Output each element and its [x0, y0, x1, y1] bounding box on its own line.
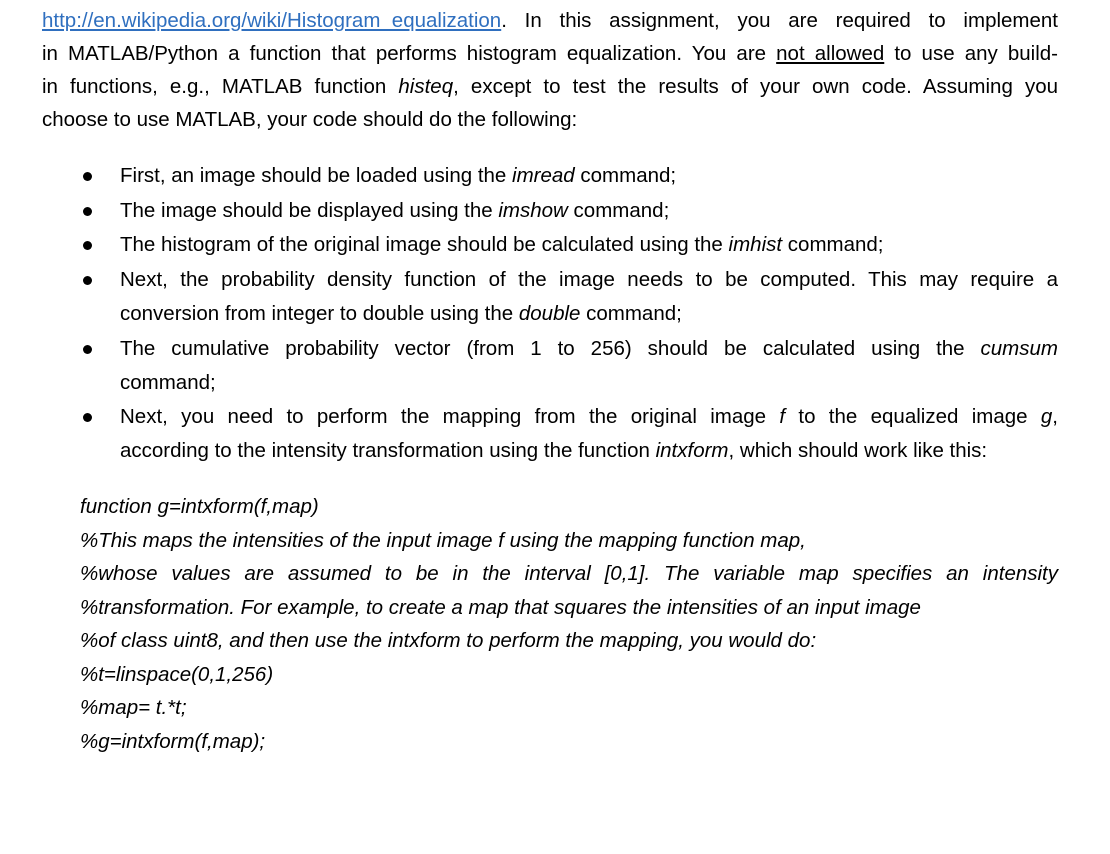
code-line: %t=linspace(0,1,256): [80, 662, 274, 686]
code-line: %This maps the intensities of the input image f using the mapping function map,: [80, 528, 806, 552]
intro-line-1: http://en.wikipedia.org/wiki/Histogram_equalization. In this assignment, you are required to implement: [42, 9, 1058, 32]
code-line: %transformation. For example, to create a map that squares the intensities of an input image: [80, 595, 921, 619]
bullet-icon: [83, 207, 92, 216]
code-line: %g=intxform(f,map);: [80, 729, 266, 753]
bullet-icon: [83, 413, 92, 422]
code-line: %whose values are assumed to be in the interval [0,1]. The variable map specifies an intensity: [80, 562, 1058, 585]
intro-line-4: choose to use MATLAB, your code should do the following:: [42, 108, 578, 131]
intro-line-3: in functions, e.g., MATLAB function histeq, except to test the results of your own code. Assuming you: [42, 75, 1059, 98]
intro-line-2: in MATLAB/Python a function that performs histogram equalization. You are not allowed to use any build-: [42, 42, 1058, 65]
intro-paragraph: [42, 4, 1058, 136]
not-allowed-text: not allowed: [776, 42, 885, 65]
bullet-icon: [83, 172, 92, 181]
histeq-term: histeq: [398, 75, 454, 98]
code-line: function g=intxform(f,map): [80, 495, 319, 518]
bullet-icon: [83, 345, 92, 354]
code-line: %map= t.*t;: [80, 696, 187, 719]
document-page: http://en.wikipedia.org/wiki/Histogram_equalization. In this assignment, you are required to implement in MATLAB/Python a function that performs histogram equalization. You are not allowed to use any build- in functions, e.g., MATLAB function histeq, except to test the results of your own code. Assuming you choose to use MATLAB, your code should do the following: First, an image should be loaded using the imread command; The image should be displayed using the imshow command; The histogram of the original image should be calculated using the imhist command; Next, the probability density function of the image needs to be computed. This may require a conversion from integer to double using the double command; The cumulative probability vector (from 1 to 256) should be calculated using the cumsum command; Next, you need to perform the mapping from the original image f to the equalized image g, according to the intensity transformation using the function intxform, which should work like this: function g=intxform(f,map) %This maps the intensities of the input image f using the mapping function map, %whose values are assumed to be in the interval [0,1]. The variable map specifies an intensity %transformation. For example, to create a map that squares the intensities of an input image %of class uint8, and then use the intxform to perform the mapping, you would do: %t=linspace(0,1,256) %map= t.*t; %g=intxform(f,map);: [0, 0, 1110, 854]
bullet-icon: [83, 276, 92, 285]
bullet-icon: [83, 241, 92, 250]
intxform-code-block: [80, 490, 1058, 758]
wikipedia-link[interactable]: http://en.wikipedia.org/wiki/Histogram_equalization: [42, 9, 502, 32]
code-line: %of class uint8, and then use the intxform to perform the mapping, you would do:: [80, 629, 817, 652]
